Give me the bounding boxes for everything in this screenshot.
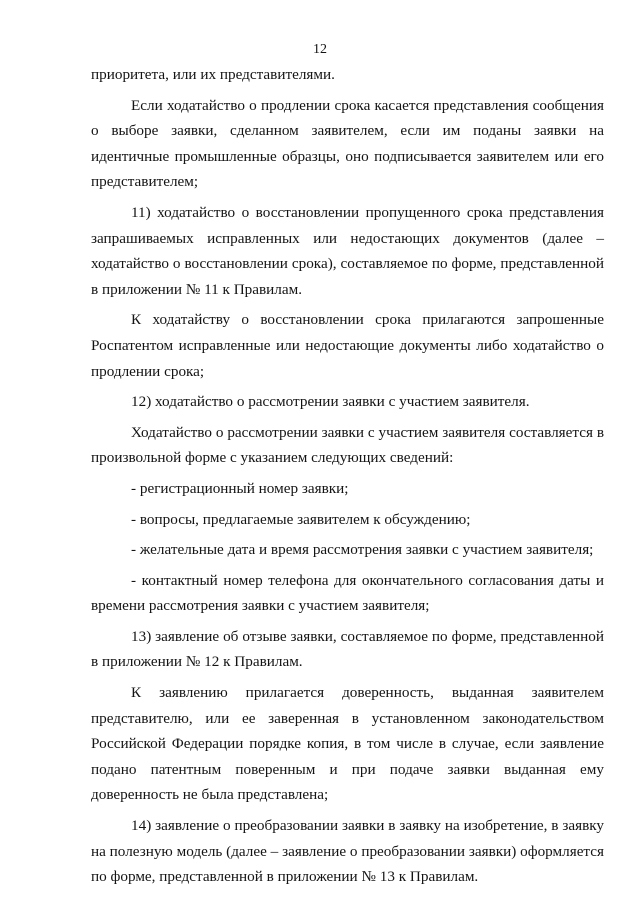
page-number: 12 (313, 42, 327, 57)
paragraph: К ходатайству о восстановлении срока прилагаются запрошенные Роспатентом исправленные или недостающие документы либо ходатайство о продлении срока; (91, 311, 604, 380)
paragraph: Если ходатайство о продлении срока касается представления сообщения о выборе заявки, сделанном заявителем, если им поданы заявки на идентичные промышленные образцы, оно подписывается заявителем или его представителем; (91, 96, 604, 191)
list-item: - желательные дата и время рассмотрения заявки с участием заявителя; (131, 541, 594, 559)
list-item: - контактный номер телефона для окончательного согласования даты и времени рассмотрения заявки с участием заявителя; (91, 571, 604, 615)
paragraph: 13) заявление об отзыве заявки, составляемое по форме, представленной в приложении № 12 к Правилам. (91, 627, 604, 671)
paragraph: приоритета, или их представителями. (91, 66, 335, 83)
list-item: - вопросы, предлагаемые заявителем к обсуждению; (131, 510, 471, 528)
paragraph: 12) ходатайство о рассмотрении заявки с участием заявителя. (131, 393, 530, 411)
paragraph: Ходатайство о рассмотрении заявки с участием заявителя составляется в произвольной форме с указанием следующих сведений: (91, 423, 604, 467)
document-body (91, 62, 604, 890)
list-item: - регистрационный номер заявки; (131, 479, 349, 497)
paragraph: 11) ходатайство о восстановлении пропущенного срока представления запрашиваемых исправленных или недостающих документов (далее – ходатайство о восстановлении срока), составляемое по форме, представленной в приложении № 11 к Правилам. (91, 203, 604, 298)
paragraph: 14) заявление о преобразовании заявки в заявку на изобретение, в заявку на полезную модель (далее – заявление о преобразовании заявки) оформляется по форме, представленной в приложении № 13 к Правилам. (91, 817, 604, 886)
paragraph: К заявлению прилагается доверенность, выданная заявителем представителю, или ее заверенная в установленном законодательством Российской Федерации порядке копия, в том числе в случае, если заявление подано патентным поверенным и при подаче заявки выданная ему доверенность не была представлена; (91, 684, 604, 804)
